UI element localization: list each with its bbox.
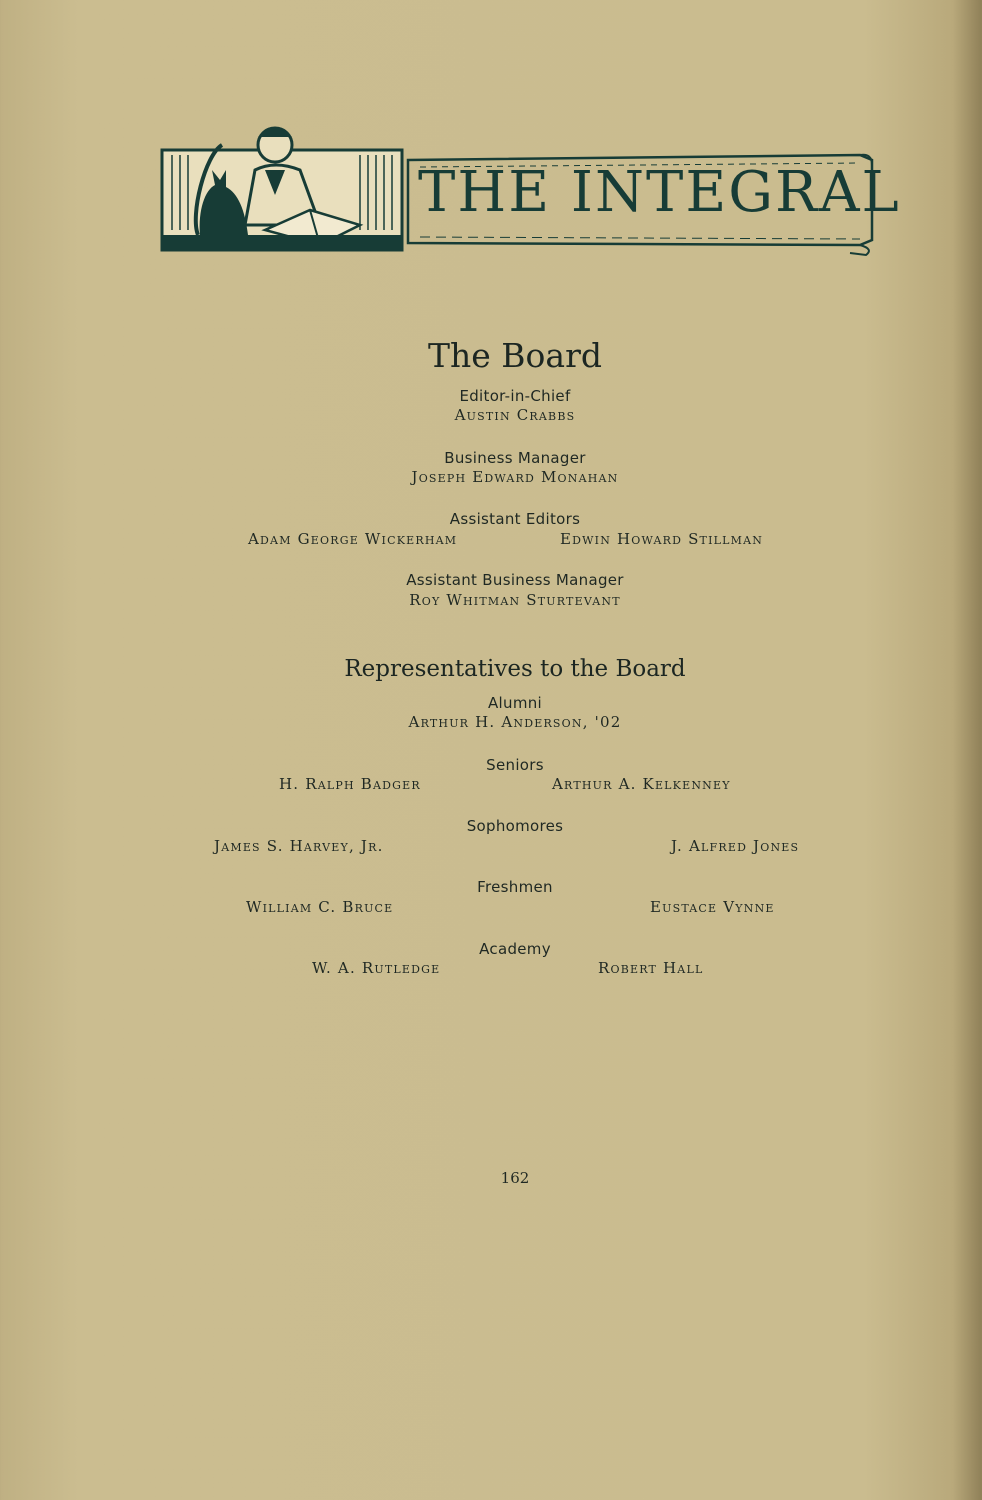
sophomore-1: James S. Harvey, Jr. [214,837,384,855]
editor-name: Austin Crabbs [454,406,576,424]
freshmen-role: Freshmen [477,878,553,896]
senior-2: Arthur A. Kelkenney [552,775,731,793]
assistant-editors-role: Assistant Editors [449,510,581,528]
assistant-editor-1: Adam George Wickerham [248,530,458,548]
banner-title: THE INTEGRAL [418,160,901,225]
alumni-name: Arthur H. Anderson, '02 [408,713,622,731]
freshman-2: Eustace Vynne [650,898,775,916]
asst-manager-role: Assistant Business Manager [406,571,624,589]
academy-role: Academy [479,940,551,958]
alumni-role: Alumni [487,694,543,712]
academy-2: Robert Hall [598,959,704,977]
representatives-title: Representatives to the Board [344,656,686,682]
assistant-editor-2: Edwin Howard Stillman [560,530,764,548]
manager-role: Business Manager [444,449,586,467]
freshman-1: William C. Bruce [246,898,394,916]
manager-name: Joseph Edward Monahan [411,468,619,486]
seniors-role: Seniors [486,756,544,774]
asst-manager-name: Roy Whitman Sturtevant [409,591,621,609]
sophomore-2: J. Alfred Jones [671,837,800,855]
board-title: The Board [428,336,602,375]
page-number: 162 [500,1169,530,1187]
sophomores-role: Sophomores [466,817,564,835]
editor-role: Editor-in-Chief [459,387,571,405]
academy-1: W. A. Rutledge [312,959,441,977]
senior-1: H. Ralph Badger [279,775,421,793]
